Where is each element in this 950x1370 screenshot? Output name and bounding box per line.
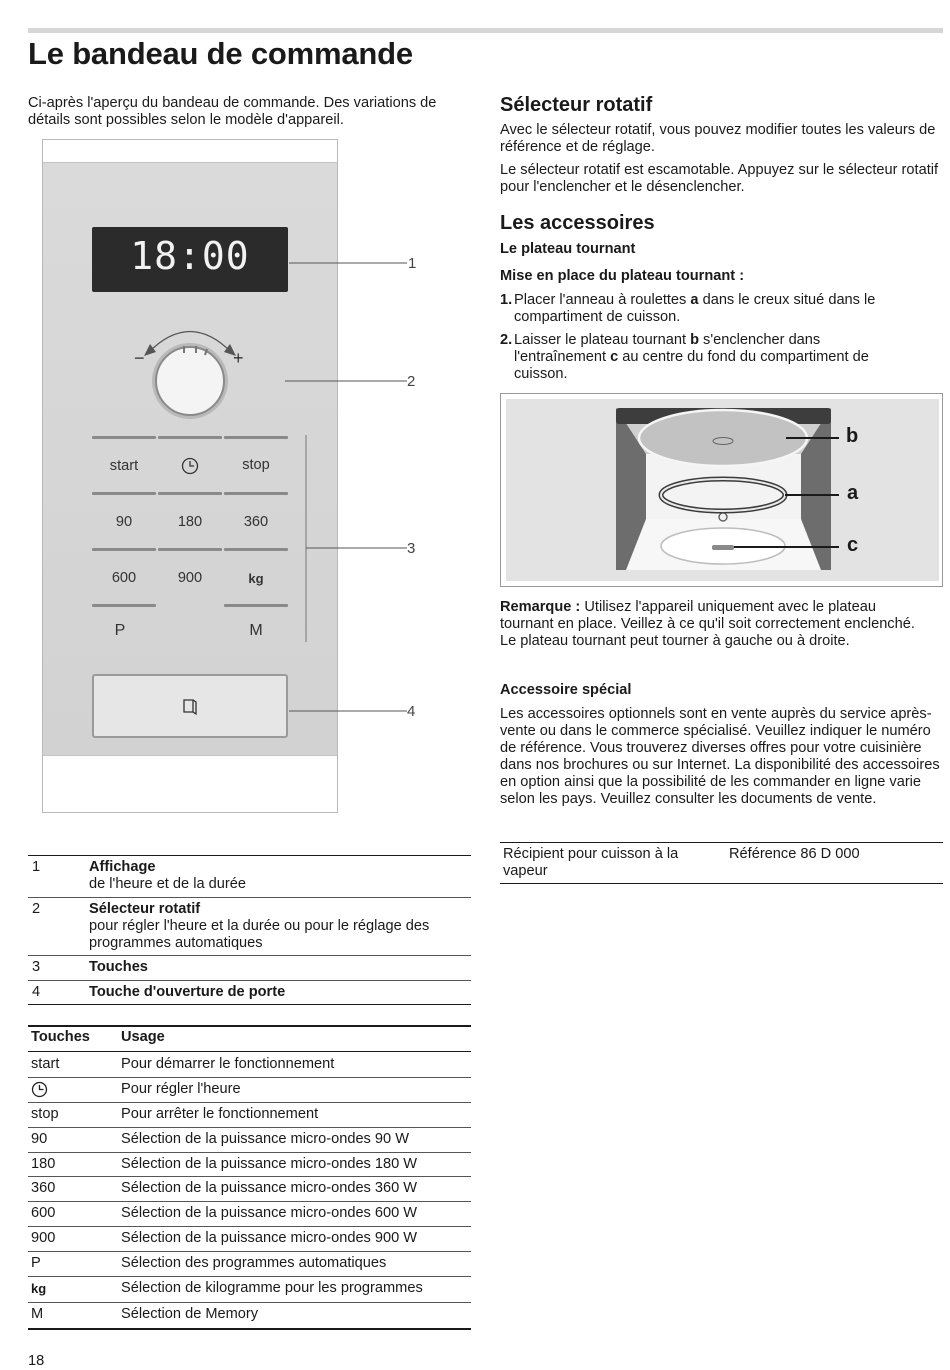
keys-table-top-rule (28, 1025, 471, 1027)
power-900-key[interactable]: 900 (177, 570, 203, 586)
figure-label-a: a (847, 482, 859, 504)
keys-row-rule (28, 1276, 471, 1277)
keys-row-key: start (31, 1056, 60, 1072)
keys-row-usage: Sélection de la puissance micro-ondes 900 W (121, 1230, 418, 1246)
keys-row-usage: Sélection de la puissance micro-ondes 360 W (121, 1180, 418, 1196)
rotary-selector[interactable] (128, 318, 258, 428)
legend-title: Affichage (89, 859, 156, 875)
keys-row-usage: Pour démarrer le fonctionnement (121, 1056, 335, 1072)
clock-icon (31, 1081, 48, 1098)
keys-row-rule (28, 1226, 471, 1227)
keys-row-usage: Sélection de Memory (121, 1306, 259, 1322)
note-text: Utilisez l'appareil uniquement avec le plateau tournant en place. Veillez à ce qu'il soit correctement enclenché. Le plateau tournant peut tourner à gauche ou à droite. (500, 599, 915, 649)
door-open-icon (181, 697, 199, 715)
selector-paragraph-1: Avec le sélecteur rotatif, vous pouvez modifier toutes les valeurs de référence et de réglage. (500, 122, 936, 155)
step-number: 2. (500, 332, 513, 348)
page-title: Le bandeau de commande (28, 36, 413, 71)
legend-bottom-rule (28, 1004, 471, 1005)
step-text: s'enclencher dans l'entraînement (514, 332, 821, 365)
step-2 (500, 332, 512, 349)
stop-key[interactable]: stop (242, 457, 270, 473)
acc-table-top-rule (500, 842, 943, 843)
keys-row-usage: Sélection de la puissance micro-ondes 90 W (121, 1131, 409, 1147)
callout-1: 1 (408, 255, 417, 272)
keys-row-key: 360 (31, 1180, 56, 1196)
keys-row-rule (28, 1302, 471, 1303)
keys-row-usage: Sélection de la puissance micro-ondes 600 W (121, 1205, 418, 1221)
turntable-illustration (501, 394, 942, 586)
legend-num: 4 (32, 984, 41, 1000)
callout-lines (285, 250, 425, 730)
top-rule (28, 28, 943, 33)
keys-row-key: 90 (31, 1131, 48, 1147)
power-360-key[interactable]: 360 (243, 514, 269, 530)
keys-row-rule (28, 1176, 471, 1177)
auto-program-key[interactable]: P (114, 622, 126, 639)
memory-key[interactable]: M (249, 622, 263, 639)
keys-row-rule (28, 1201, 471, 1202)
keys-row-key: P (31, 1255, 41, 1271)
callout-2: 2 (407, 373, 416, 390)
intro-text: Ci-après l'aperçu du bandeau de commande. Des variations de détails sont possibles selon le modèle d'appareil. (28, 95, 437, 128)
keys-row-key: 600 (31, 1205, 56, 1221)
page-number: 18 (28, 1353, 45, 1369)
key-bar (92, 436, 156, 439)
keys-row-key: 180 (31, 1156, 56, 1172)
legend-num: 2 (32, 901, 41, 917)
step-part-label: b (690, 332, 699, 348)
keys-header-touches: Touches (31, 1029, 90, 1045)
key-bar (158, 492, 222, 495)
callout-3: 3 (407, 540, 416, 557)
step-1-text (514, 292, 924, 326)
special-accessory-heading: Accessoire spécial (500, 682, 632, 698)
knob-minus: − (134, 348, 145, 368)
power-600-key[interactable]: 600 (111, 570, 137, 586)
legend-title: Touches (89, 959, 148, 975)
keys-row-key: 900 (31, 1230, 56, 1246)
display-time: 18:00 (130, 234, 250, 278)
step-text: Laisser le plateau tournant (514, 332, 691, 348)
key-bar (158, 436, 222, 439)
keys-row-key: stop (31, 1106, 59, 1122)
keys-row-usage: Sélection des programmes automatiques (121, 1255, 387, 1271)
legend-num: 1 (32, 859, 41, 875)
acc-table-bottom-rule (500, 883, 943, 884)
special-accessory-text: Les accessoires optionnels sont en vente auprès du service après-vente ou dans le commerce spécialisé. Veuillez indiquer le numéro de référence. Vous trouverez diverses offres pour votre cuisinière dans nos brochures ou sur Internet. La disponibilité des accessoires en option ainsi que la possibilité de les commander en ligne varie selon les pays. Veuillez consulter les documents de vente. (500, 706, 940, 807)
step-text: au centre du fond du compartiment de cuisson. (514, 349, 869, 382)
key-bar (158, 548, 222, 551)
keys-header-rule (28, 1051, 471, 1052)
keys-row-usage: Pour régler l'heure (121, 1081, 241, 1097)
step-2-text (514, 332, 914, 383)
key-bar (224, 604, 288, 607)
keys-row-rule (28, 1152, 471, 1153)
key-bar (92, 492, 156, 495)
keys-row-rule (28, 1127, 471, 1128)
keys-row-usage: Sélection de la puissance micro-ondes 180 W (121, 1156, 418, 1172)
legend-top-rule (28, 855, 471, 856)
start-key[interactable]: start (109, 458, 139, 474)
legend-row-rule (28, 897, 471, 898)
key-bar (224, 436, 288, 439)
keys-header-usage: Usage (121, 1029, 165, 1045)
keys-row-key: M (31, 1306, 44, 1322)
keys-row-rule (28, 1077, 471, 1078)
note-label: Remarque : (500, 599, 581, 615)
legend-desc: de l'heure et de la durée (89, 876, 246, 892)
kg-key[interactable]: kg (248, 571, 264, 586)
legend-num: 3 (32, 959, 41, 975)
keys-row-key: kg (31, 1281, 47, 1296)
step-text: Placer l'anneau à roulettes (514, 292, 691, 308)
step-part-label: a (690, 292, 699, 308)
turntable-heading: Le plateau tournant (500, 241, 636, 257)
power-180-key[interactable]: 180 (177, 514, 203, 530)
key-bar (224, 548, 288, 551)
keys-row-usage: Pour arrêter le fonctionnement (121, 1106, 319, 1122)
install-heading: Mise en place du plateau tournant : (500, 268, 745, 284)
selector-paragraph-2: Le sélecteur rotatif est escamotable. Appuyez sur le sélecteur rotatif pour l'enclencher et le désenclencher. (500, 162, 939, 195)
step-number: 1. (500, 292, 513, 308)
knob-plus: + (233, 348, 244, 368)
key-bar (92, 604, 156, 607)
keys-row-rule (28, 1251, 471, 1252)
power-90-key[interactable]: 90 (115, 514, 133, 530)
legend-item (89, 859, 469, 893)
key-bar (92, 548, 156, 551)
acc-item: Récipient pour cuisson à la vapeur (503, 846, 679, 879)
legend-title: Touche d'ouverture de porte (89, 984, 286, 1000)
figure-label-b: b (846, 425, 859, 447)
selector-heading: Sélecteur rotatif (500, 94, 653, 116)
accessories-heading: Les accessoires (500, 212, 655, 234)
step-text: dans le creux situé dans le compartiment de cuisson. (514, 292, 876, 325)
keys-row-key (31, 1081, 48, 1103)
step-part-label: c (610, 349, 619, 365)
figure-label-c: c (847, 534, 859, 556)
note (500, 599, 930, 650)
callout-4: 4 (407, 703, 416, 720)
clock-icon[interactable] (181, 457, 199, 475)
legend-desc: pour régler l'heure et la durée ou pour le réglage des programmes automatiques (89, 918, 430, 951)
legend-row-rule (28, 955, 471, 956)
legend-item (89, 901, 469, 952)
key-bar (224, 492, 288, 495)
legend-title: Sélecteur rotatif (89, 901, 201, 917)
keys-row-rule (28, 1102, 471, 1103)
acc-reference: Référence 86 D 000 (729, 846, 860, 862)
legend-row-rule (28, 980, 471, 981)
keys-row-usage: Sélection de kilogramme pour les programmes (121, 1280, 423, 1296)
keys-row-rule (28, 1328, 471, 1330)
